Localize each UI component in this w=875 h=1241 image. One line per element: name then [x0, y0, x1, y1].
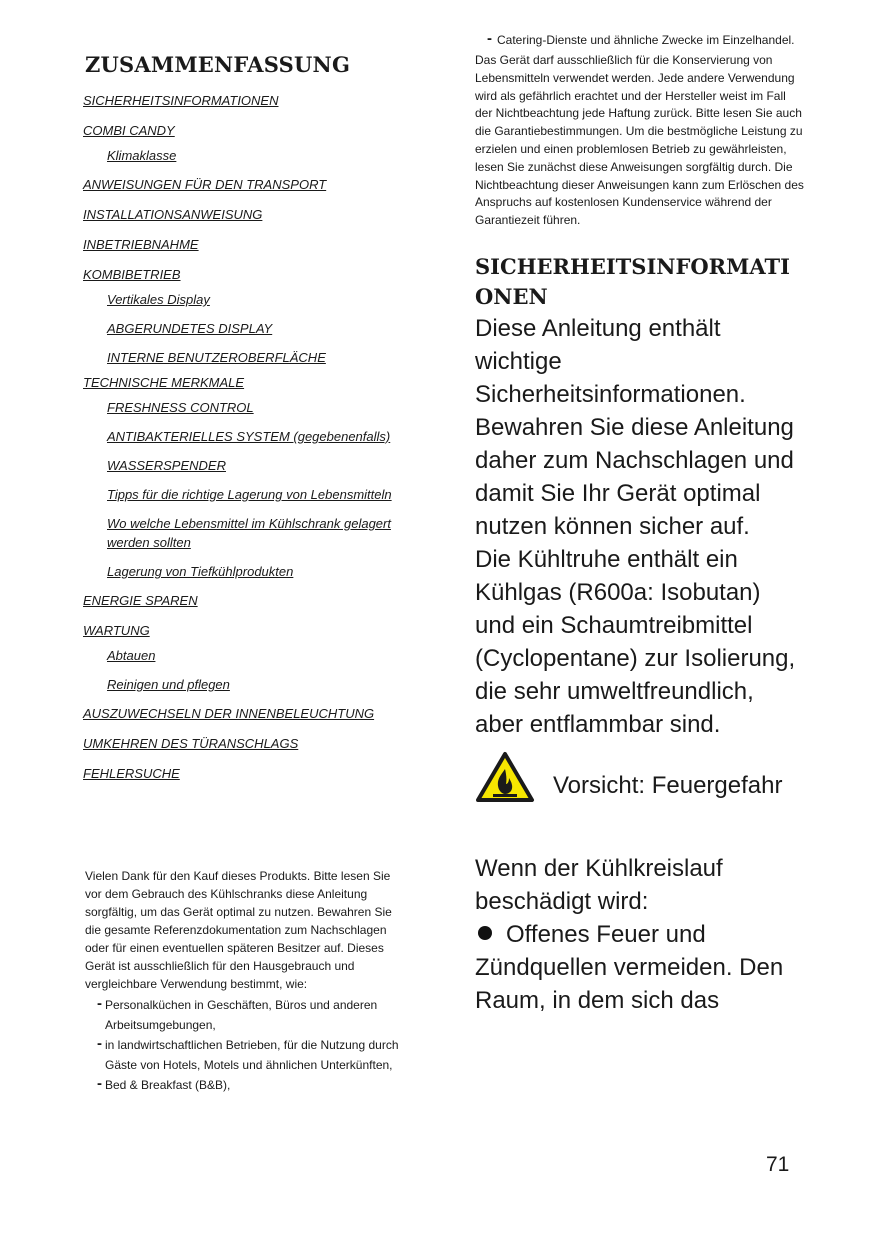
table-of-contents [83, 52, 413, 794]
bullet-icon [478, 926, 492, 940]
toc-link[interactable]: INBETRIEBNAHME [83, 237, 199, 252]
damage-intro: Wenn der Kühlkreislauf beschädigt wird: [475, 854, 723, 915]
intended-uses-list [85, 995, 405, 1095]
intro-section [85, 867, 405, 1095]
list-item [475, 30, 805, 50]
dash-icon: - [97, 1075, 102, 1092]
list-item [85, 1035, 405, 1075]
usage-paragraph: Das Gerät darf ausschließlich für die Konservierung von Lebensmitteln verwendet werden. Jede andere Verwendung wird als gefährlich erachtet und der Hersteller weist im Fall der Nichtbeachtung jede Haftung zurück. Bitte lesen Sie auch die Garantiebestimmungen. Um die bestmögliche Leistung zu erzielen und einen problemlosen Betrieb zu gewährleisten, lesen Sie zunächst diese Anweisungen sorgfältig durch. Die Nichtbeachtung dieser Anweisungen kann zum Erlöschen des Anspruchs auf kostenlosen Kundenservice während der Garantiezeit führen. [475, 53, 804, 228]
toc-sublink[interactable]: Reinigen und pflegen [107, 677, 230, 692]
toc-sublink[interactable]: Lagerung von Tiefkühlprodukten [107, 564, 294, 579]
toc-link[interactable]: KOMBIBETRIEB [83, 267, 181, 282]
dash-icon: - [487, 30, 492, 47]
dash-icon: - [97, 1035, 102, 1052]
toc-link[interactable]: ANWEISUNGEN FÜR DEN TRANSPORT [83, 177, 327, 192]
intro-paragraph: Vielen Dank für den Kauf dieses Produkts. Bitte lesen Sie vor dem Gebrauch des Kühlschranks diese Anleitung sorgfältig, um das Gerät optimal zu nutzen. Bewahren Sie die gesamte Referenzdokumentation zum Nachschlagen oder für einen eventuellen späteren Besitzer auf. Dieses Gerät ist ausschließlich für den Hausgebrauch und vergleichbare Verwendung bestimmt, wie: [85, 869, 392, 991]
toc-link[interactable]: FEHLERSUCHE [83, 766, 180, 781]
toc-link[interactable]: TECHNISCHE MERKMALE [83, 375, 245, 390]
toc-sublink[interactable]: Wo welche Lebensmittel im Kühlschrank gelagert werden sollten [107, 516, 391, 550]
safety-text: Diese Anleitung enthält wichtige Sicherheitsinformationen. Bewahren Sie diese Anleitung daher zum Nachschlagen und damit Sie Ihr Gerät optimal nutzen können sicher auf. [475, 314, 794, 540]
caution-notice [475, 751, 805, 808]
list-item [85, 1075, 405, 1095]
right-column [475, 30, 805, 1017]
caution-text: Vorsicht: Feuergefahr [553, 772, 783, 800]
toc-sublink[interactable]: WASSERSPENDER [107, 458, 226, 473]
bullet-text: Offenes Feuer und Zündquellen vermeiden. Den Raum, in dem sich das [475, 920, 784, 1014]
toc-link[interactable]: SICHERHEITSINFORMATIONEN [83, 93, 279, 108]
toc-title: ZUSAMMENFASSUNG [85, 52, 351, 77]
toc-sublink[interactable]: Tipps für die richtige Lagerung von Lebensmitteln [107, 487, 392, 502]
toc-sublink[interactable]: ABGERUNDETES DISPLAY [107, 321, 273, 336]
toc-link[interactable]: AUSZUWECHSELN DER INNENBELEUCHTUNG [83, 706, 375, 721]
toc-sublink[interactable]: ANTIBAKTERIELLES SYSTEM (gegebenenfalls) [107, 429, 391, 444]
list-item-text: Bed & Breakfast (B&B), [105, 1078, 231, 1092]
toc-sublink[interactable]: Vertikales Display [107, 292, 210, 307]
toc-sublink[interactable]: Klimaklasse [107, 148, 177, 163]
toc-link[interactable]: INSTALLATIONSANWEISUNG [83, 207, 263, 222]
toc-link[interactable]: UMKEHREN DES TÜRANSCHLAGS [83, 736, 299, 751]
list-item-text: in landwirtschaftlichen Betrieben, für die Nutzung durch Gäste von Hotels, Motels und ähnlichen Unterkünften, [105, 1038, 399, 1072]
section-heading: SICHERHEITSINFORMATIONEN [475, 253, 790, 309]
toc-sublink[interactable]: INTERNE BENUTZEROBERFLÄCHE [107, 350, 326, 365]
toc-sublink[interactable]: Abtauen [107, 648, 156, 663]
list-item-text: Personalküchen in Geschäften, Büros und anderen Arbeitsumgebungen, [105, 998, 378, 1032]
toc-list [83, 91, 413, 783]
toc-link[interactable]: COMBI CANDY [83, 123, 175, 138]
bullet-item [475, 918, 805, 1017]
toc-link[interactable]: WARTUNG [83, 623, 150, 638]
page-number: 71 [766, 1153, 790, 1176]
list-item [85, 995, 405, 1035]
list-item-text: Catering-Dienste und ähnliche Zwecke im Einzelhandel. [497, 33, 795, 47]
dash-icon: - [97, 995, 102, 1012]
toc-sublink[interactable]: FRESHNESS CONTROL [107, 400, 254, 415]
safety-text: Die Kühltruhe enthält ein Kühlgas (R600a: Isobutan) und ein Schaumtreibmittel (Cyclopentane) zur Isolierung, die sehr umweltfreundlich, aber entflammbar sind. [475, 545, 796, 738]
flammable-warning-icon [475, 751, 535, 808]
toc-link[interactable]: ENERGIE SPAREN [83, 593, 198, 608]
